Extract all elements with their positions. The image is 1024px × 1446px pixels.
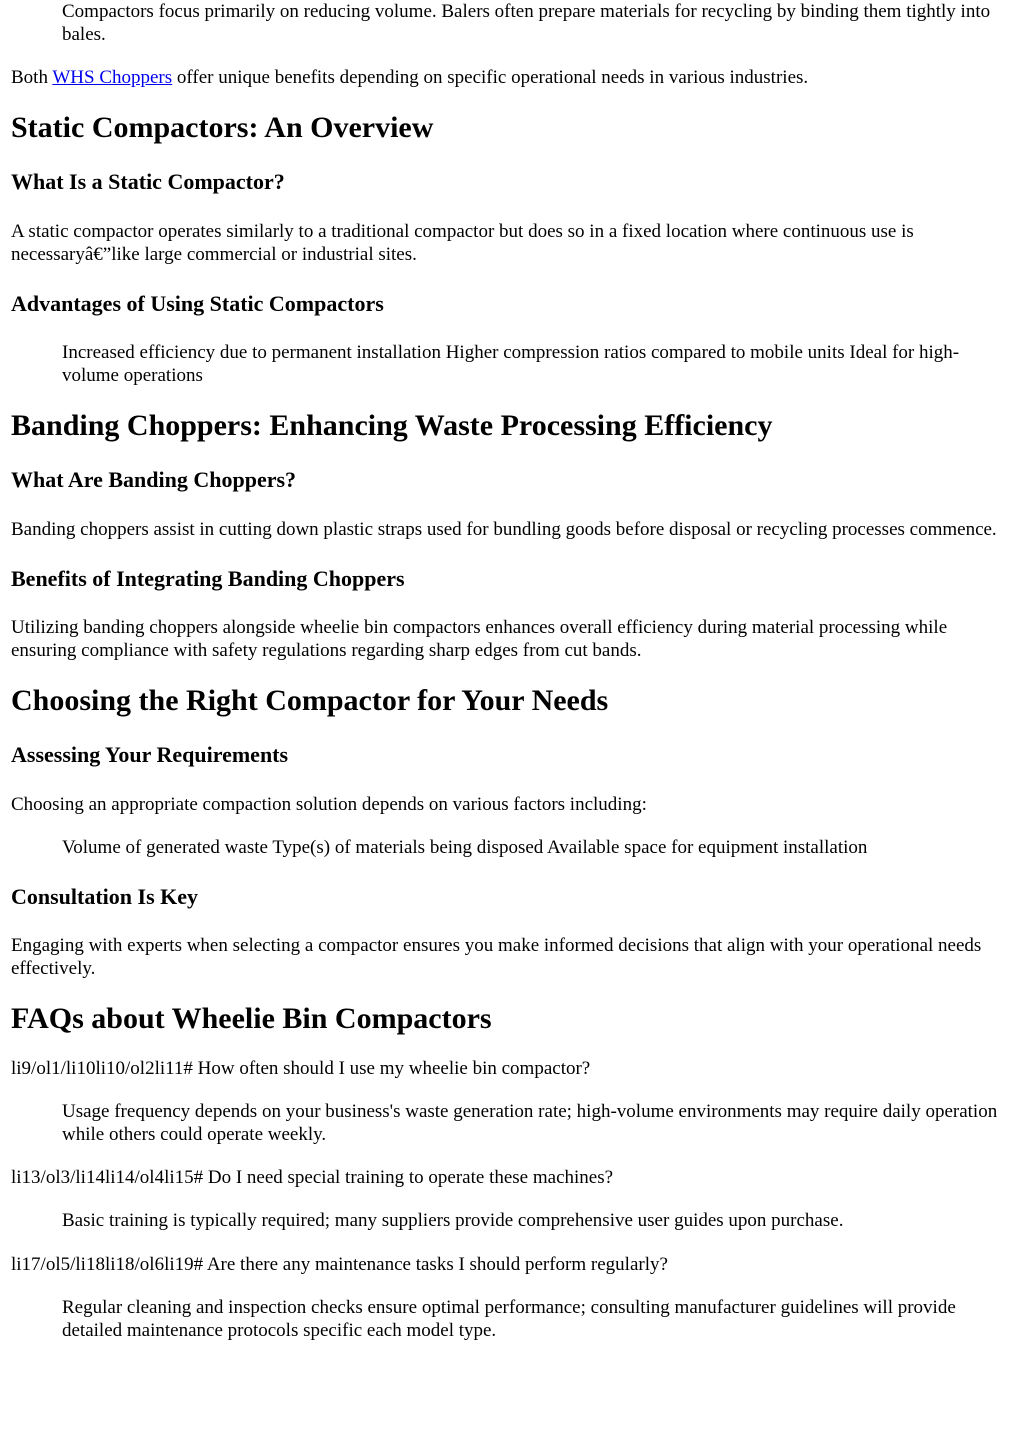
heading-what-is-static: What Is a Static Compactor?	[11, 169, 285, 194]
both-prefix: Both	[11, 67, 53, 88]
heading-advantages-static: Advantages of Using Static Compactors	[11, 291, 384, 316]
faq-answer: Basic training is typically required; many suppliers provide comprehensive user guides upon purchase.	[62, 1210, 844, 1231]
whs-choppers-link[interactable]: WHS Choppers	[52, 67, 173, 88]
intro-both-paragraph	[11, 66, 1013, 89]
assess-list-text: Volume of generated waste Type(s) of materials being disposed Available space for equipment installation	[62, 837, 868, 858]
intro-continuation: Compactors focus primarily on reducing volume. Balers often prepare materials for recycling by binding them tightly into bales.	[62, 1, 991, 45]
heading-faqs: FAQs about Wheelie Bin Compactors	[11, 1002, 492, 1035]
heading-assessing-requirements: Assessing Your Requirements	[11, 742, 289, 767]
faq-question: li13/ol3/li14li14/ol4li15# Do I need special training to operate these machines?	[11, 1167, 614, 1188]
heading-consultation: Consultation Is Key	[11, 884, 199, 909]
assess-text: Choosing an appropriate compaction solution depends on various factors including:	[11, 794, 647, 815]
both-suffix: offer unique benefits depending on specific operational needs in various industries.	[172, 67, 809, 88]
faq-answer: Regular cleaning and inspection checks ensure optimal performance; consulting manufacturer guidelines will provide detailed maintenance protocols specific each model type.	[62, 1297, 956, 1341]
faq-question: li9/ol1/li10li10/ol2li11# How often should I use my wheelie bin compactor?	[11, 1058, 591, 1079]
banding-benefits-text: Utilizing banding choppers alongside wheelie bin compactors enhances overall efficiency during material processing while ensuring compliance with safety regulations regarding sharp edges from cut bands.	[11, 617, 948, 661]
banding-what-text: Banding choppers assist in cutting down plastic straps used for bundling goods before disposal or recycling processes commence.	[11, 519, 997, 540]
heading-what-are-banding: What Are Banding Choppers?	[11, 467, 297, 492]
heading-static-compactors: Static Compactors: An Overview	[11, 111, 434, 144]
consult-text: Engaging with experts when selecting a compactor ensures you make informed decisions that align with your operational needs effectively.	[11, 935, 982, 979]
heading-benefits-banding: Benefits of Integrating Banding Choppers	[11, 566, 405, 591]
faq-answer: Usage frequency depends on your business's waste generation rate; high-volume environments may require daily operation while others could operate weekly.	[62, 1101, 998, 1145]
faq-question: li17/ol5/li18li18/ol6li19# Are there any maintenance tasks I should perform regularly?	[11, 1254, 668, 1275]
heading-banding-choppers: Banding Choppers: Enhancing Waste Processing Efficiency	[11, 409, 773, 442]
static-advantages-text: Increased efficiency due to permanent installation Higher compression ratios compared to mobile units Ideal for high-volume operations	[62, 342, 960, 386]
static-what-text: A static compactor operates similarly to a traditional compactor but does so in a fixed location where continuous use is necessaryâ€”like large commercial or industrial sites.	[11, 221, 914, 265]
heading-choosing-compactor: Choosing the Right Compactor for Your Needs	[11, 684, 609, 717]
